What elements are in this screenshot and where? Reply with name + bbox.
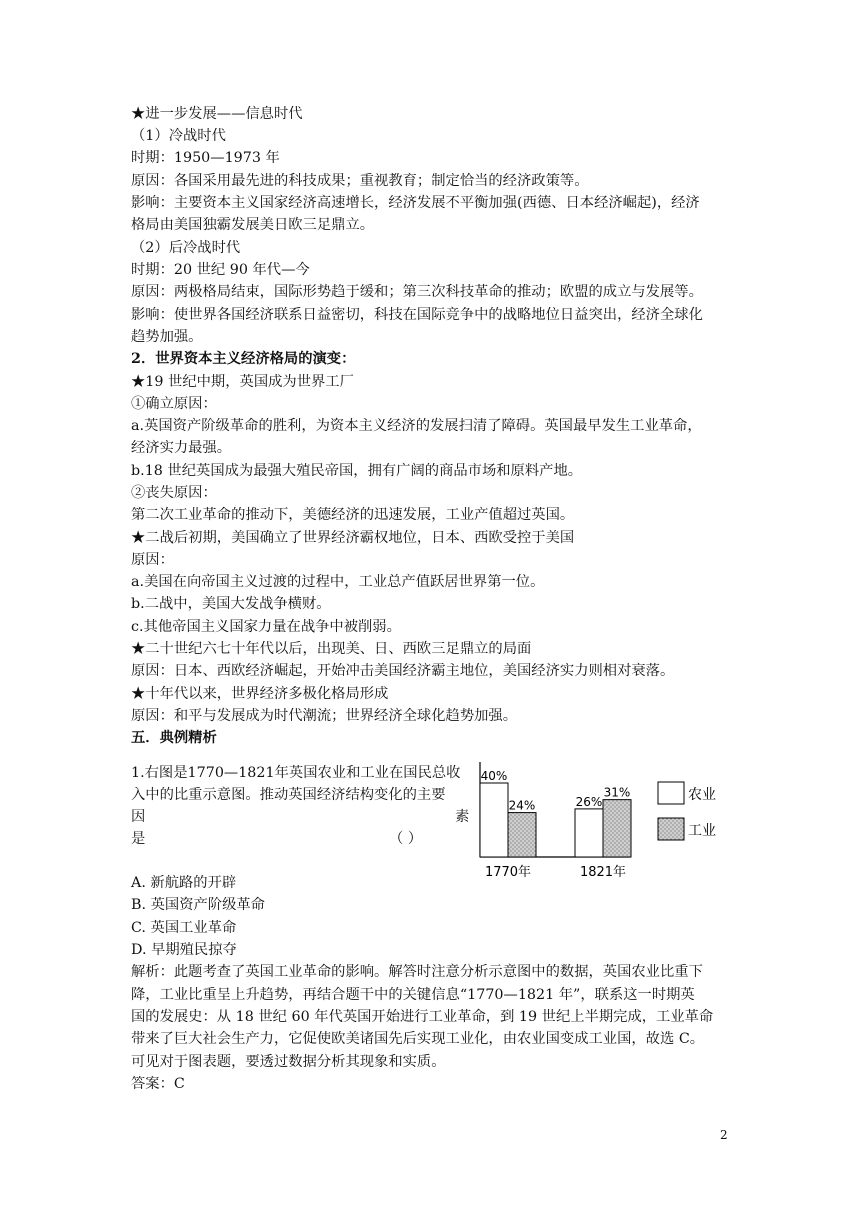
question-line-3: [131, 806, 471, 828]
analysis-line-4: 带来了巨大社会生产力，它促使欧美诸国先后实现工业化，由农业国变成工业国，故选 C。: [131, 1031, 705, 1047]
text-line: 趋势加强。: [131, 329, 203, 345]
bar-农业-1: [575, 809, 603, 857]
bar-value-label: 40%: [480, 769, 508, 783]
bar-工业-1: [603, 800, 631, 857]
text-line: a.美国在向帝国主义过渡的过程中，工业总产值跃居世界第一位。: [131, 574, 545, 590]
question-line-1: 1.右图是1770—1821年英国农业和工业在国民总收: [131, 765, 461, 781]
text-line: （2）后冷战时代: [131, 240, 241, 256]
text-line: ★进一步发展——信息时代: [131, 106, 303, 122]
text-line: 影响：主要资本主义国家经济高速增长，经济发展不平衡加强(西德、日本经济崛起)，经济: [131, 195, 700, 211]
text-line: ②丧失原因：: [131, 485, 217, 501]
analysis-line-5: 可见对于图表题，要透过数据分析其现象和实质。: [131, 1054, 446, 1070]
text-line: 影响：使世界各国经济联系日益密切，科技在国际竞争中的战略地位日益突出，经济全球化: [131, 307, 703, 323]
text-line: 格局由美国独霸发展美日欧三足鼎立。: [131, 217, 375, 233]
bar-value-label: 26%: [575, 794, 603, 809]
text-line: 第二次工业革命的推动下，美德经济的迅速发展，工业产值超过英国。: [131, 507, 575, 523]
question-line-3-left: 因: [131, 809, 146, 825]
text-line: （1）冷战时代: [131, 128, 226, 144]
answer-line: 答案：C: [131, 1076, 185, 1092]
option-a: A. 新航路的开辟: [131, 875, 237, 891]
text-line: 时期：1950—1973 年: [131, 150, 280, 166]
x-tick-label: 1821年: [579, 865, 627, 880]
option-c: C. 英国工业革命: [131, 920, 237, 936]
legend: [658, 782, 716, 840]
question-line-3-right: 素: [455, 809, 470, 825]
text-line: 经济实力最强。: [131, 440, 232, 456]
legend-swatch: [658, 818, 684, 840]
bars-group: [480, 769, 631, 880]
text-line: 2．世界资本主义经济格局的演变：: [131, 351, 356, 367]
answer-paren: （ ）: [389, 831, 423, 847]
text-line: 原因：: [131, 552, 174, 568]
bar-农业-0: [480, 783, 508, 857]
text-line: c.其他帝国主义国家力量在战争中被削弱。: [131, 619, 401, 635]
text-line: 时期：20 世纪 90 年代—今: [131, 262, 310, 278]
text-line: b.二战中，美国大发战争横财。: [131, 596, 331, 612]
text-line: 原因：和平与发展成为时代潮流；世界经济全球化趋势加强。: [131, 708, 518, 724]
option-b: B. 英国资产阶级革命: [131, 897, 265, 913]
analysis-line-1: 解析：此题考查了英国工业革命的影响。解答时注意分析示意图中的数据，英国农业比重下: [131, 964, 703, 980]
analysis-line-3: 国的发展史：从 18 世纪 60 年代英国开始进行工业革命，到 19 世纪上半期完成，工业革命: [131, 1009, 714, 1025]
bar-value-label: 24%: [508, 798, 536, 813]
text-line: ★二十世纪六七十年代以后，出现美、日、西欧三足鼎立的局面: [131, 641, 532, 657]
text-line: ★19 世纪中期，英国成为世界工厂: [131, 374, 354, 390]
x-tick-label: 1770年: [484, 865, 532, 880]
bar-chart: [470, 762, 730, 882]
bar-value-label: 31%: [603, 785, 631, 800]
text-line: 原因：日本、西欧经济崛起，开始冲击美国经济霸主地位，美国经济实力则相对衰落。: [131, 663, 675, 679]
analysis-line-2: 降，工业比重呈上升趋势，再结合题干中的关键信息“1770—1821 年”，联系这一时期英: [131, 987, 695, 1003]
text-line: 原因：两极格局结束，国际形势趋于缓和；第三次科技革命的推动；欧盟的成立与发展等。: [131, 284, 703, 300]
text-line: 五．典例精析: [131, 730, 217, 746]
text-line: a.英国资产阶级革命的胜利，为资本主义经济的发展扫清了障碍。英国最早发生工业革命，: [131, 418, 702, 434]
legend-label: 工业: [688, 823, 716, 839]
text-line: ★十年代以来，世界经济多极化格局形成: [131, 686, 389, 702]
legend-label: 农业: [688, 787, 716, 803]
text-line: ①确立原因：: [131, 396, 217, 412]
option-d: D. 早期殖民掠夺: [131, 942, 237, 958]
question-line-2: 入中的比重示意图。推动英国经济结构变化的主要: [131, 787, 446, 803]
bar-工业-0: [508, 813, 536, 857]
legend-swatch: [658, 782, 684, 804]
text-line: ★二战后初期，美国确立了世界经济霸权地位，日本、西欧受控于美国: [131, 530, 575, 546]
question-line-4: [131, 828, 471, 850]
text-line: 原因：各国采用最先进的科技成果；重视教育；制定恰当的经济政策等。: [131, 173, 589, 189]
page-number: 2: [720, 1128, 728, 1142]
text-line: b.18 世纪英国成为最强大殖民帝国，拥有广阔的商品市场和原料产地。: [131, 463, 583, 479]
question-line-4-left: 是: [131, 831, 146, 847]
